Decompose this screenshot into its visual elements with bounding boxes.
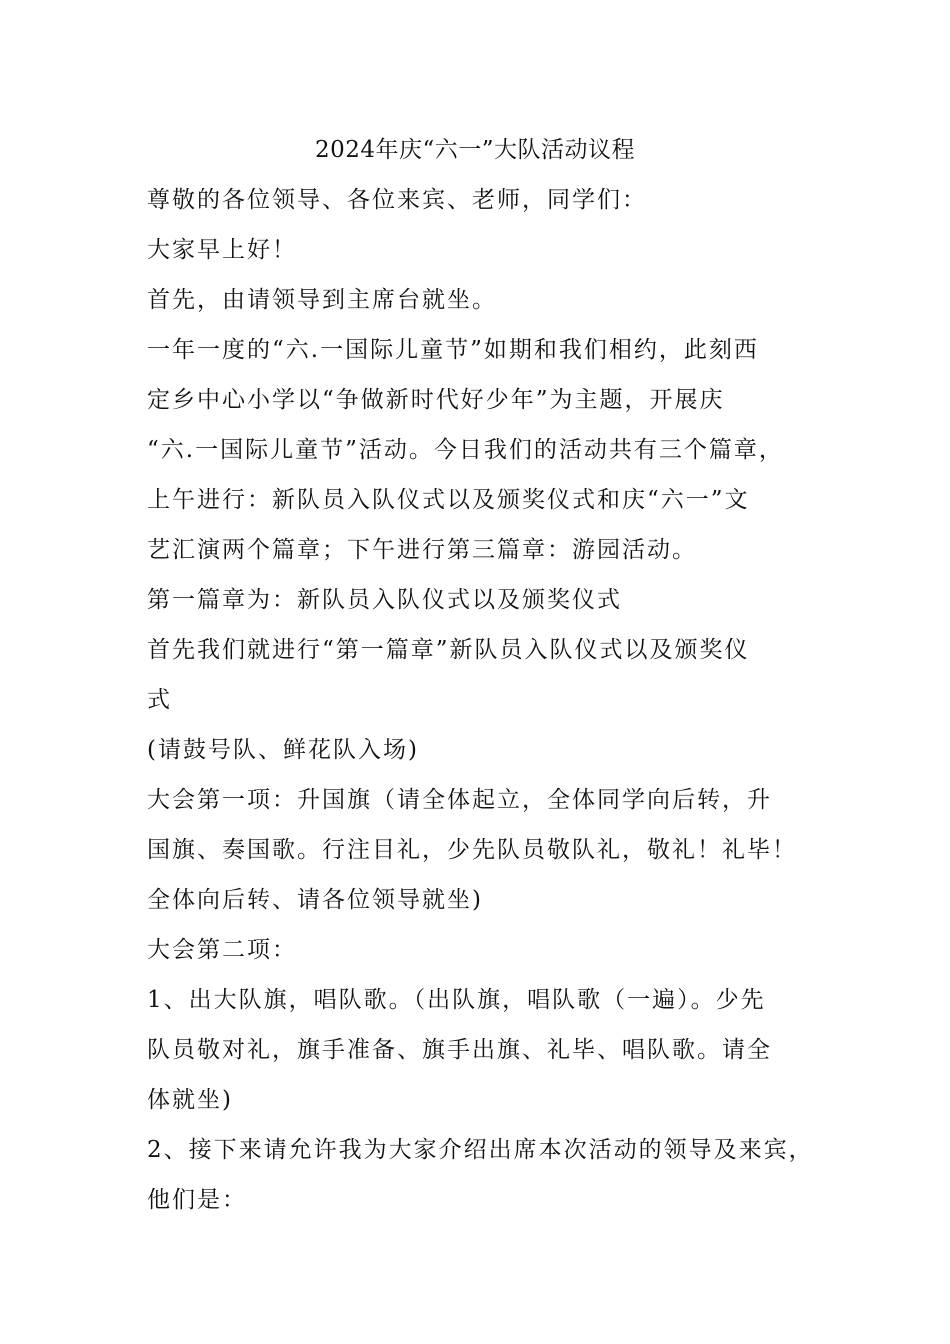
paragraph-line: 大会第二项： [147, 937, 297, 963]
document-body [147, 183, 817, 1233]
paragraph-line: 2、接下来请允许我为大家介绍出席本次活动的领导及来宾， [147, 1137, 814, 1163]
paragraph-line: 全体向后转、请各位领导就坐) [147, 887, 483, 913]
paragraph-line: 式 [147, 687, 172, 713]
paragraph-line: 队员敬对礼，旗手准备、旗手出旗、礼毕、唱队歌。请全 [147, 1037, 772, 1063]
paragraph-line: 艺汇演两个篇章；下午进行第三篇章：游园活动。 [147, 537, 697, 563]
paragraph-line: (请鼓号队、鲜花队入场) [147, 737, 419, 763]
paragraph-line: 定乡中心小学以“争做新时代好少年”为主题，开展庆 [147, 387, 725, 413]
paragraph-line: 一年一度的“六.一国际儿童节”如期和我们相约，此刻西 [147, 337, 759, 363]
paragraph-line: 第一篇章为：新队员入队仪式以及颁奖仪式 [147, 587, 622, 613]
paragraph-line: 首先我们就进行“第一篇章”新队员入队仪式以及颁奖仪 [147, 637, 750, 663]
paragraph-line: 上午进行：新队员入队仪式以及颁奖仪式和庆“六一”文 [147, 487, 750, 513]
paragraph-line: 1、出大队旗，唱队歌。（出队旗，唱队歌（一遍）。少先 [147, 987, 766, 1013]
paragraph-line: 体就坐) [147, 1087, 233, 1113]
paragraph-line: 他们是： [147, 1187, 247, 1213]
paragraph-line: 首先，由请领导到主席台就坐。 [147, 287, 497, 313]
paragraph-line: 尊敬的各位领导、各位来宾、老师，同学们： [147, 187, 647, 213]
paragraph-line: 大会第一项：升国旗（请全体起立，全体同学向后转，升 [147, 787, 772, 813]
paragraph-line: “六.一国际儿童节”活动。今日我们的活动共有三个篇章， [147, 437, 784, 463]
document-title: 2024年庆“六一”大队活动议程 [314, 137, 636, 163]
paragraph-line: 国旗、奏国歌。行注目礼，少先队员敬队礼，敬礼！礼毕！ [147, 837, 797, 863]
paragraph-line: 大家早上好！ [147, 237, 297, 263]
